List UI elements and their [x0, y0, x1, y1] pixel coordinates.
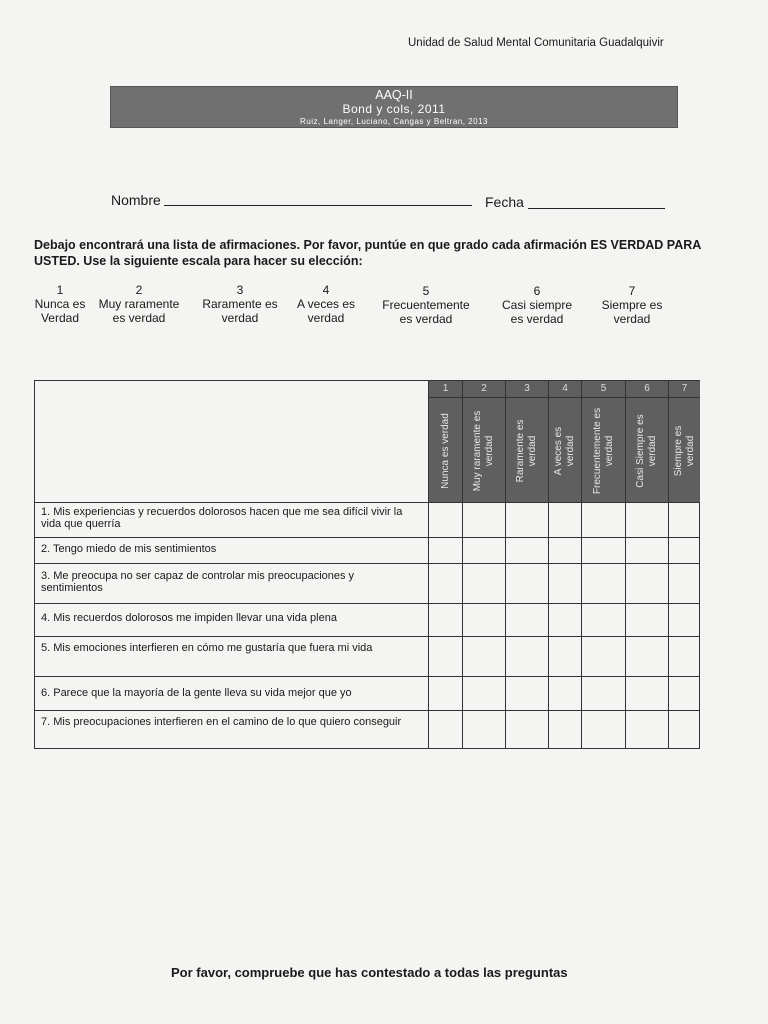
table-row-item-6: 6. Parece que la mayoría de la gente lleva su vida mejor que yo — [41, 687, 352, 699]
column-label: Siempre es verdad — [672, 425, 696, 477]
grid-line — [668, 502, 669, 748]
scale-label: Frecuentemente es verdad — [382, 298, 470, 326]
scale-label: Muy raramente es verdad — [98, 297, 180, 325]
fecha-field[interactable] — [528, 208, 665, 209]
column-number: 1 — [429, 381, 462, 398]
scale-label: Raramente es verdad — [202, 297, 278, 325]
column-number: 7 — [669, 381, 700, 398]
nombre-field[interactable] — [164, 205, 472, 206]
scale-label: Nunca es Verdad — [34, 297, 86, 325]
scale-item-1 — [30, 283, 90, 325]
column-label: Frecuentemente es verdad — [591, 407, 615, 495]
table-row-item-7: 7. Mis preocupaciones interfieren en el camino de lo que quiero conseguir — [41, 716, 402, 728]
column-number: 3 — [506, 381, 548, 398]
scale-number: 3 — [236, 283, 244, 297]
column-header-1 — [428, 381, 462, 502]
table-row-item-1: 1. Mis experiencias y recuerdos dolorosos hacen que me sea difícil vivir la vida que querría — [41, 506, 403, 530]
column-label: Nunca es verdad — [439, 413, 451, 489]
scale-item-5 — [376, 284, 476, 326]
grid-line — [462, 502, 463, 748]
grid-line — [35, 676, 699, 677]
column-number: 4 — [549, 381, 581, 398]
column-number: 2 — [463, 381, 505, 398]
response-grid — [34, 380, 700, 749]
column-label: Casi Siempre es verdad — [635, 414, 658, 488]
scale-number: 5 — [422, 284, 430, 298]
instructions: Debajo encontrará una lista de afirmaciones. Por favor, puntúe en que grado cada afirmación ES VERDAD PARA USTED. Use la siguiente escala para hacer su elección: — [34, 238, 701, 268]
grid-line — [548, 502, 549, 748]
scale-number: 4 — [322, 283, 330, 297]
column-label: Raramente es verdad — [515, 419, 538, 483]
table-row-item-4: 4. Mis recuerdos dolorosos me impiden llevar una vida plena — [41, 612, 337, 624]
column-header-5 — [581, 381, 625, 502]
grid-line — [505, 502, 506, 748]
fecha-label: Fecha — [485, 194, 524, 210]
scale-item-7 — [598, 284, 666, 326]
scale-number: 6 — [533, 284, 541, 298]
title-band — [110, 86, 678, 128]
scale-item-3 — [202, 283, 278, 325]
column-label: Muy raramente es verdad — [472, 410, 495, 492]
grid-line — [581, 502, 582, 748]
scale-item-4 — [290, 283, 362, 325]
grid-line — [35, 603, 699, 604]
footer-note: Por favor, compruebe que has contestado a todas las preguntas — [171, 965, 568, 980]
column-header-2 — [462, 381, 505, 502]
scale-number: 7 — [628, 284, 636, 298]
grid-line — [35, 502, 699, 503]
institution-name: Unidad de Salud Mental Comunitaria Guadalquivir — [408, 37, 664, 49]
scale-label: A veces es verdad — [296, 297, 356, 325]
scale-number: 2 — [135, 283, 143, 297]
scale-label: Casi siempre es verdad — [501, 298, 573, 326]
grid-line — [35, 563, 699, 564]
questionnaire-subtitle: Bond y cols, 2011 — [342, 102, 446, 116]
grid-line — [428, 502, 429, 748]
nombre-label: Nombre — [111, 192, 161, 208]
table-row-item-2: 2. Tengo miedo de mis sentimientos — [41, 543, 217, 555]
column-header-7 — [668, 381, 700, 502]
table-row-item-3: 3. Me preocupa no ser capaz de controlar mis preocupaciones y sentimientos — [41, 570, 355, 594]
column-number: 6 — [626, 381, 668, 398]
scale-label: Siempre es verdad — [601, 298, 663, 326]
scale-number: 1 — [56, 283, 64, 297]
column-number: 5 — [582, 381, 625, 398]
scale-item-6 — [494, 284, 580, 326]
column-header-3 — [505, 381, 548, 502]
scale-item-2 — [96, 283, 182, 325]
grid-line — [35, 537, 699, 538]
adaptation-authors: Ruiz, Langer, Luciano, Cangas y Beltran, 2013 — [300, 117, 488, 126]
column-header-4 — [548, 381, 581, 502]
column-label: A veces es verdad — [553, 426, 576, 476]
grid-line — [35, 710, 699, 711]
questionnaire-title: AAQ-II — [375, 88, 413, 102]
column-header-6 — [625, 381, 668, 502]
grid-line — [625, 502, 626, 748]
table-row-item-5: 5. Mis emociones interfieren en cómo me gustaría que fuera mi vida — [41, 642, 373, 654]
grid-line — [35, 636, 699, 637]
